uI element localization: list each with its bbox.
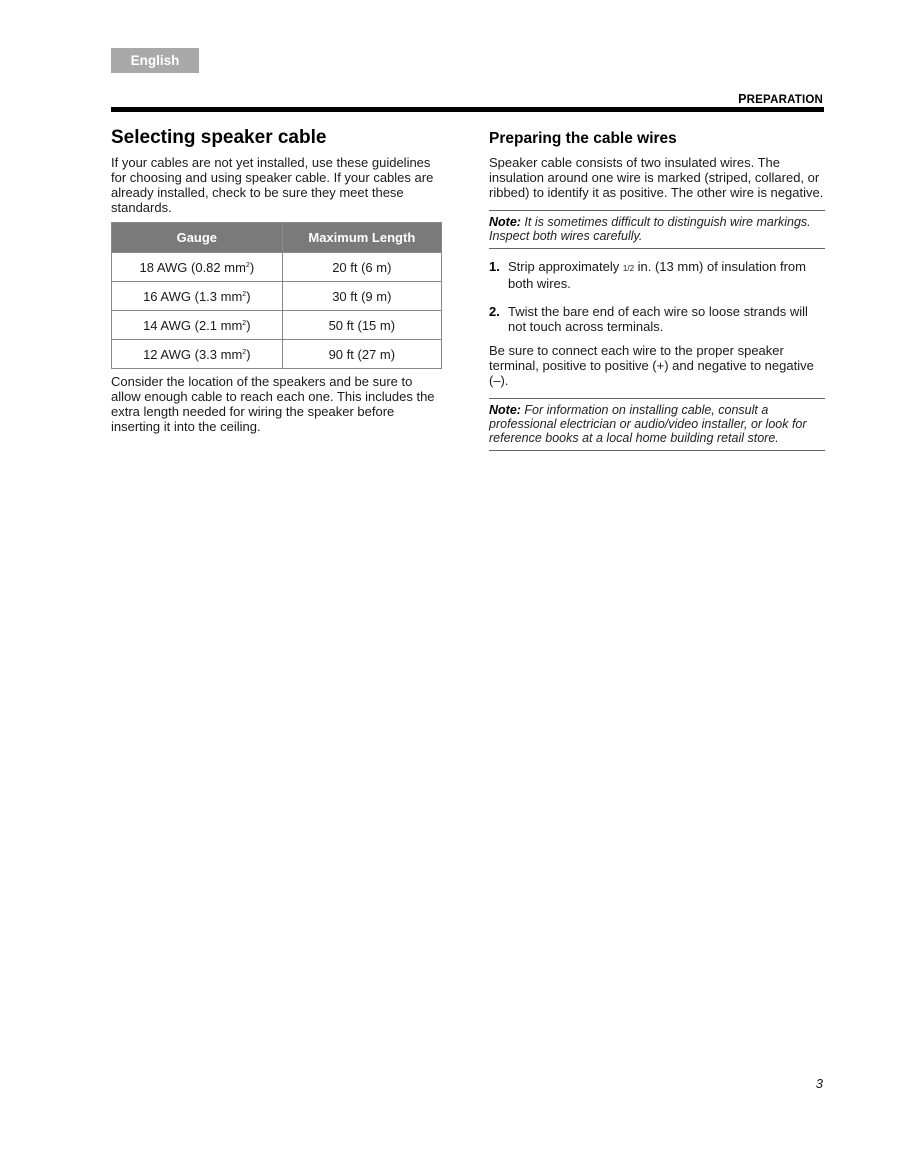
step-text: Strip approximately 1/2 in. (13 mm) of insulation from both wires. <box>508 259 806 291</box>
intro-paragraph: If your cables are not yet installed, use these guidelines for choosing and using speaker cable. If your cables are already installed, check to be sure they meet these standards. <box>111 155 434 215</box>
step-text: Twist the bare end of each wire so loose strands will not touch across terminals. <box>508 304 808 334</box>
length-cell: 90 ft (27 m) <box>282 340 441 369</box>
table-header-row <box>112 223 442 253</box>
left-column <box>111 126 445 434</box>
gauge-cell: 12 AWG (3.3 $mm^2$) <box>112 340 283 369</box>
length-cell: 20 ft (6 m) <box>282 253 441 282</box>
fraction: 1/2 <box>622 264 635 273</box>
gauge-cell: 14 AWG (2.1 $mm^2$) <box>112 311 283 340</box>
section-title-selecting-cable: Selecting speaker cable <box>111 127 327 148</box>
table-row <box>112 253 442 282</box>
length-cell: 50 ft (15 m) <box>282 311 441 340</box>
section-title-preparing-wires: Preparing the cable wires <box>489 130 677 147</box>
note-text: It is sometimes difficult to distinguish wire markings. Inspect both wires carefully. <box>489 215 811 243</box>
language-tab: English <box>111 48 199 73</box>
table-row <box>112 311 442 340</box>
header-gauge: Gauge <box>112 223 283 253</box>
header-max-length: Maximum Length <box>282 223 441 253</box>
steps-list <box>489 259 825 334</box>
gauge-cell: 16 AWG (1.3 $mm^2$) <box>112 282 283 311</box>
length-cell: 30 ft (9 m) <box>282 282 441 311</box>
step-number: 2. <box>489 304 500 319</box>
step-number: 1. <box>489 259 500 274</box>
note-label: Note: <box>489 403 521 417</box>
section-label-rest: REPARATION <box>746 94 823 106</box>
note-wire-markings <box>489 210 825 249</box>
table-row <box>112 340 442 369</box>
note-label: Note: <box>489 215 521 229</box>
cable-gauge-table <box>111 222 442 369</box>
location-paragraph: Consider the location of the speakers and be sure to allow enough cable to reach each one. This includes the extra length needed for wiring the speaker before inserting it into the ceiling. <box>111 374 435 434</box>
list-item <box>489 304 825 334</box>
gauge-cell: 18 AWG (0.82 $mm^2$) <box>112 253 283 282</box>
connect-paragraph: Be sure to connect each wire to the proper speaker terminal, positive to positive (+) and negative to negative (–). <box>489 343 814 388</box>
note-text: For information on installing cable, consult a professional electrician or audio/video installer, or look for reference books at a local home building retail store. <box>489 403 807 445</box>
wire-intro-paragraph: Speaker cable consists of two insulated wires. The insulation around one wire is marked (striped, collared, or ribbed) to identify it as positive. The other wire is negative. <box>489 155 824 200</box>
header-rule <box>111 107 824 112</box>
list-item <box>489 259 825 291</box>
section-label-initial: P <box>738 92 747 106</box>
page-number: 3 <box>815 1076 823 1091</box>
right-column <box>489 126 825 461</box>
note-installing-cable <box>489 398 825 451</box>
table-row <box>112 282 442 311</box>
section-label <box>738 92 823 106</box>
